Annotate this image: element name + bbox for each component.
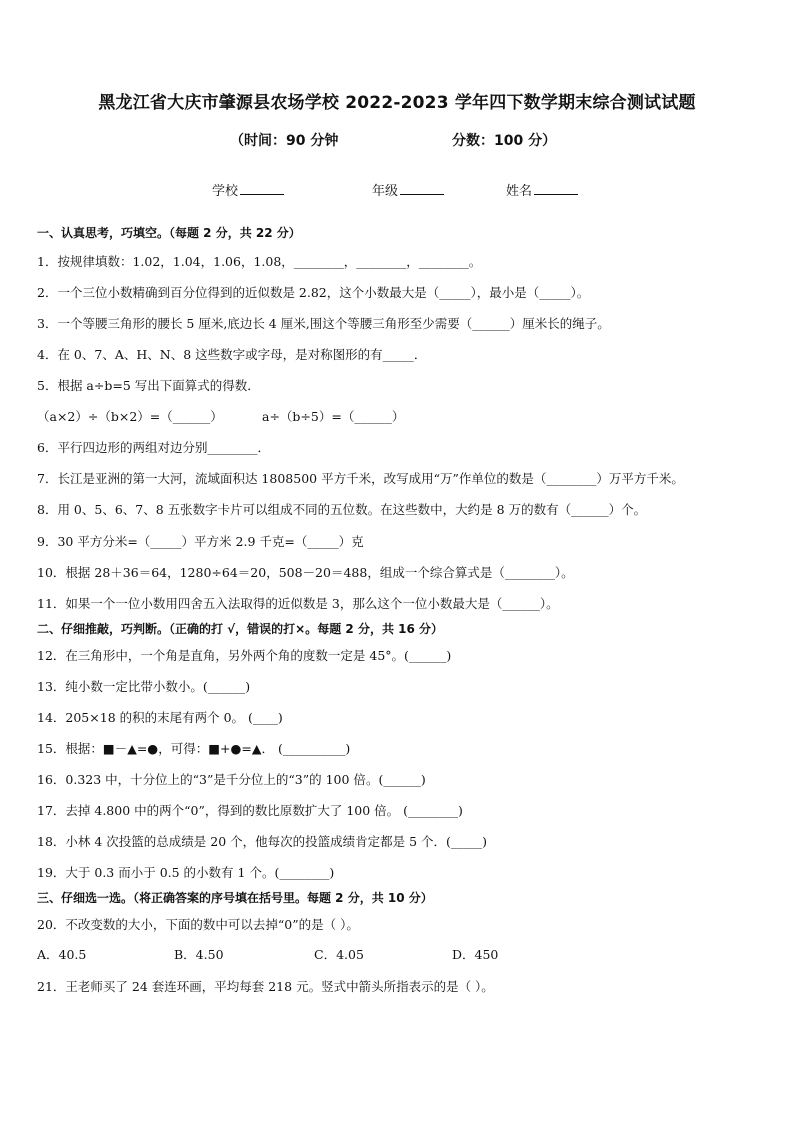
option-d[interactable]: D．450 [452, 947, 499, 962]
question-12: 12．在三角形中，一个角是直角，另外两个角的度数一定是 45°。(______) [37, 648, 452, 663]
question-5: 5．根据 a÷b=5 写出下面算式的得数． [37, 378, 260, 393]
question-5b: a÷（b÷5）=（______） [262, 409, 405, 424]
question-5a: （a×2）÷（b×2）=（______） [37, 409, 223, 424]
name-label: 姓名 [506, 184, 533, 199]
question-13: 13．纯小数一定比带小数小。(______) [37, 679, 251, 694]
question-16: 16．0.323 中，十分位上的“3”是千分位上的“3”的 100 倍。(______) [37, 772, 426, 787]
question-2: 2．一个三位小数精确到百分位得到的近似数是 2.82，这个小数最大是（_____），最小是（_____）。 [37, 285, 590, 300]
section-3-heading: 三、仔细选一选。（将正确答案的序号填在括号里。每题 2 分，共 10 分） [37, 891, 433, 905]
question-15: 15．根据：■－▲=●，可得：■+●=▲． (__________) [37, 741, 351, 756]
grade-label: 年级 [372, 184, 399, 199]
question-1: 1．按规律填数：1.02，1.04，1.06，1.08，________，________，________。 [37, 254, 482, 269]
question-20: 20．不改变数的大小，下面的数中可以去掉“0”的是（ ）。 [37, 917, 359, 932]
question-19: 19．大于 0.3 而小于 0.5 的小数有 1 个。(________) [37, 865, 335, 880]
question-11: 11．如果一个一位小数用四舍五入法取得的近似数是 3，那么这个一位小数最大是（______）。 [37, 596, 559, 611]
option-b[interactable]: B．4.50 [174, 947, 224, 962]
question-6: 6．平行四边形的两组对边分别________． [37, 440, 270, 455]
option-c[interactable]: C．4.05 [314, 947, 364, 962]
question-18: 18．小林 4 次投篮的总成绩是 20 个，他每次的投篮成绩肯定都是 5 个．(_____) [37, 834, 488, 849]
question-14: 14．205×18 的积的末尾有两个 0。 (____) [37, 710, 283, 725]
question-9: 9．30 平方分米=（_____）平方米 2.9 千克=（_____）克 [37, 534, 364, 549]
question-7: 7．长江是亚洲的第一大河，流域面积达 1808500 平方千米，改写成用“万”作单位的数是（________）万平方千米。 [37, 471, 684, 486]
school-blank[interactable] [240, 182, 284, 195]
question-21: 21．王老师买了 24 套连环画，平均每套 218 元。竖式中箭头所指表示的是（ ）。 [37, 979, 494, 994]
school-field[interactable] [212, 180, 284, 199]
name-field[interactable] [506, 180, 578, 199]
section-2-heading: 二、仔细推敲，巧判断。（正确的打 √，错误的打×。每题 2 分，共 16 分） [37, 622, 443, 636]
question-3: 3．一个等腰三角形的腰长 5 厘米,底边长 4 厘米,围这个等腰三角形至少需要（______）厘米长的绳子。 [37, 316, 610, 331]
name-blank[interactable] [534, 182, 578, 195]
exam-time: （时间：90 分钟 [230, 133, 339, 149]
grade-field[interactable] [372, 180, 444, 199]
page-title: 黑龙江省大庆市肇源县农场学校 2022-2023 学年四下数学期末综合测试试题 [98, 93, 696, 113]
grade-blank[interactable] [400, 182, 444, 195]
question-10: 10．根据 28＋36＝64，1280÷64＝20，508－20＝488，组成一个综合算式是（________）。 [37, 565, 574, 580]
question-4: 4．在 0、7、A、H、N、8 这些数字或字母，是对称图形的有_____． [37, 347, 427, 362]
question-8: 8．用 0、5、6、7、8 五张数字卡片可以组成不同的五位数。在这些数中，大约是 8 万的数有（______）个。 [37, 502, 647, 517]
option-a[interactable]: A．40.5 [37, 947, 87, 962]
exam-score: 分数：100 分） [452, 133, 557, 149]
section-1-heading: 一、认真思考，巧填空。（每题 2 分，共 22 分） [37, 226, 301, 240]
school-label: 学校 [212, 184, 239, 199]
question-17: 17．去掉 4.800 中的两个“0”，得到的数比原数扩大了 100 倍。 (________) [37, 803, 463, 818]
